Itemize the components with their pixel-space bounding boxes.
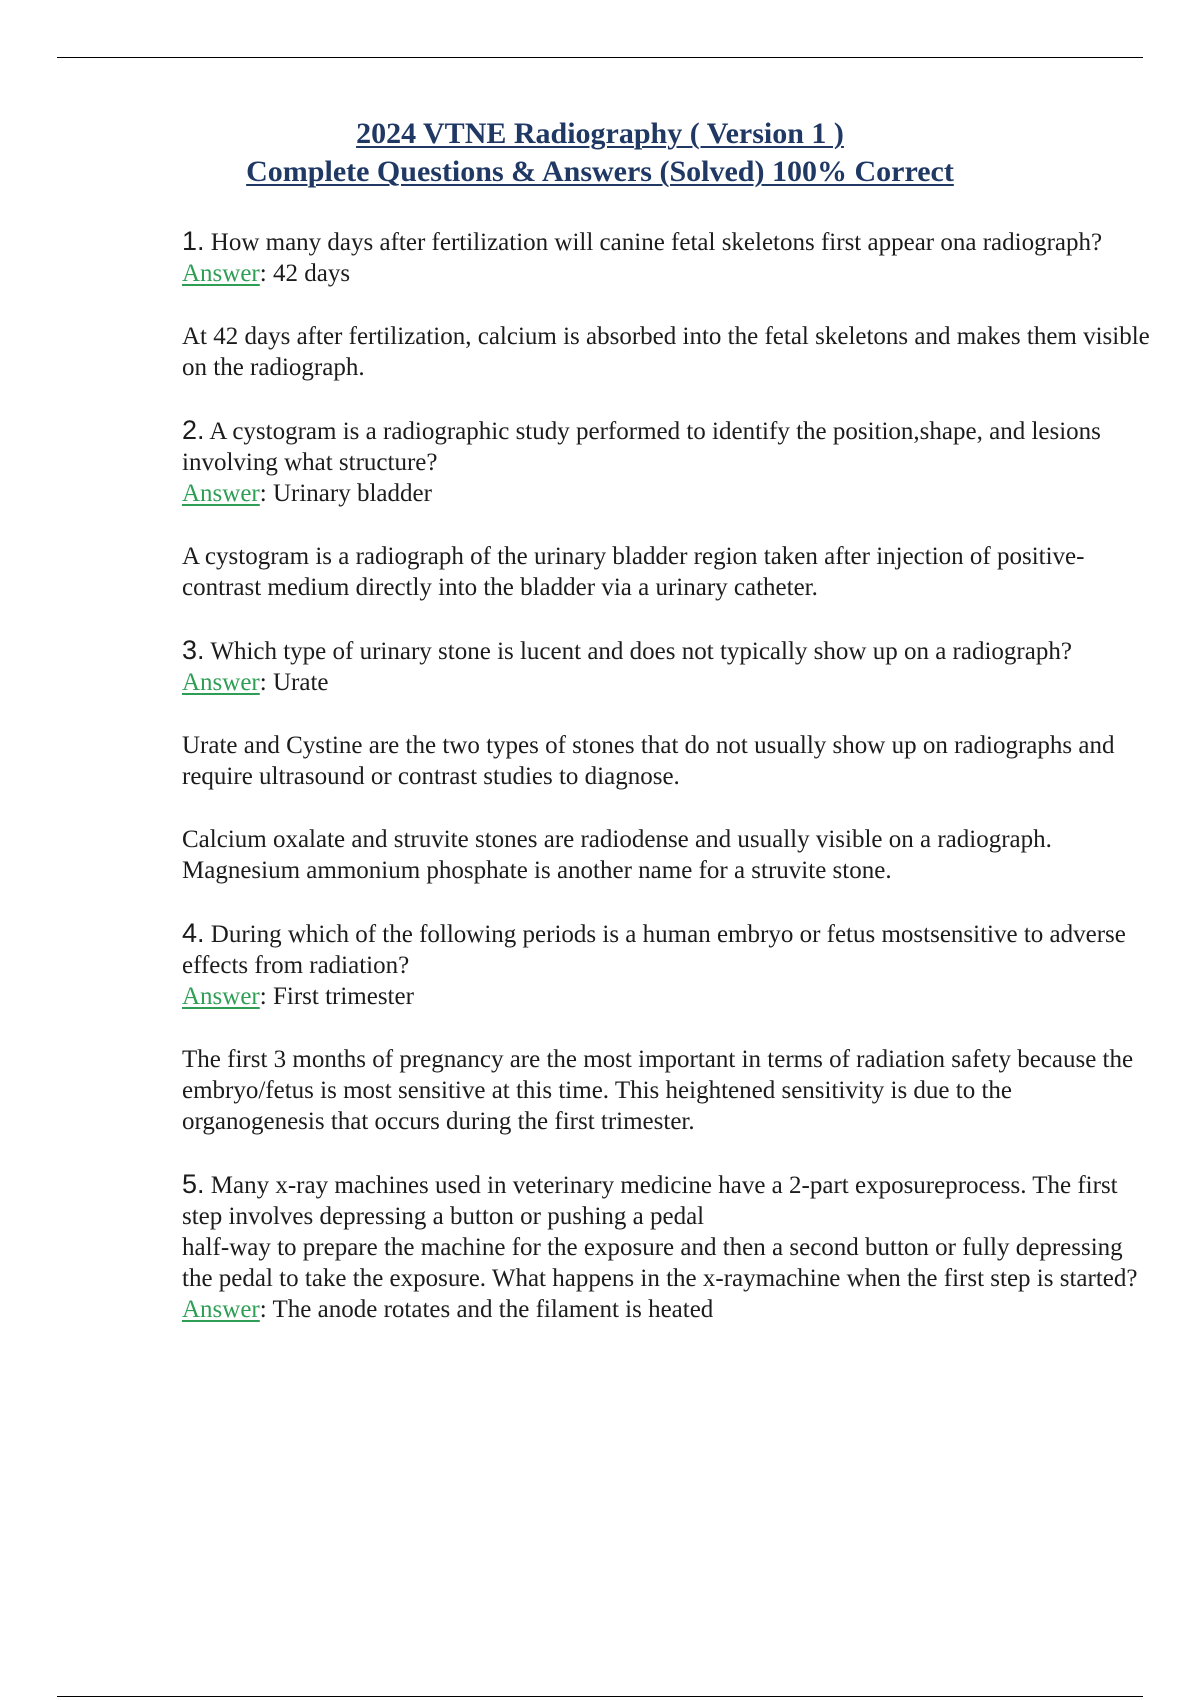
answer-label: Answer bbox=[182, 1296, 260, 1323]
question-number: 3. bbox=[182, 635, 205, 665]
question-item-1 bbox=[182, 226, 1152, 289]
question-number: 1. bbox=[182, 226, 205, 256]
question-item-2 bbox=[182, 415, 1152, 509]
question-text bbox=[182, 415, 1152, 478]
document-title bbox=[0, 115, 1200, 191]
explanation: Urate and Cystine are the two types of stones that do not usually show up on radiographs and require ultrasound or contrast studies to diagnose. bbox=[182, 732, 1115, 790]
title-line-1: 2024 VTNE Radiography ( Version 1 ) bbox=[356, 117, 844, 150]
question-body: During which of the following periods is a human embryo or fetus mostsensitive to adverse effects from radiation? bbox=[182, 921, 1126, 979]
answer-line: Answer: 42 days bbox=[182, 260, 351, 287]
answer-value: The anode rotates and the filament is heated bbox=[272, 1296, 714, 1323]
answer-value: Urate bbox=[272, 669, 329, 696]
question-text bbox=[182, 226, 1152, 258]
question-item-5 bbox=[182, 1169, 1152, 1325]
answer-value: 42 days bbox=[272, 260, 351, 287]
explanation: Calcium oxalate and struvite stones are radiodense and usually visible on a radiograph. Magnesium ammonium phosphate is another name for a struvite stone. bbox=[182, 826, 1052, 884]
question-body: A cystogram is a radiographic study performed to identify the position,shape, and lesions involving what structure? bbox=[182, 418, 1101, 476]
answer-label: Answer bbox=[182, 480, 260, 507]
question-body: Which type of urinary stone is lucent and does not typically show up on a radiograph? bbox=[210, 638, 1072, 665]
explanation: At 42 days after fertilization, calcium is absorbed into the fetal skeletons and makes them visible on the radiograph. bbox=[182, 323, 1150, 381]
top-rule bbox=[57, 57, 1143, 58]
answer-label: Answer bbox=[182, 260, 260, 287]
answer-value: First trimester bbox=[272, 983, 414, 1010]
question-text bbox=[182, 918, 1152, 981]
question-number: 5. bbox=[182, 1169, 205, 1199]
question-text bbox=[182, 1169, 1152, 1232]
question-body: How many days after fertilization will canine fetal skeletons first appear ona radiograph? bbox=[210, 229, 1103, 256]
question-number: 2. bbox=[182, 415, 205, 445]
answer-value: Urinary bladder bbox=[272, 480, 432, 507]
title-line-2: Complete Questions & Answers (Solved) 100% Correct bbox=[246, 155, 954, 188]
question-body: Many x-ray machines used in veterinary medicine have a 2-part exposureprocess. The first step involves depressing a button or pushing a pedal bbox=[182, 1172, 1118, 1230]
answer-line: Answer: The anode rotates and the filament is heated bbox=[182, 1296, 714, 1323]
answer-line: Answer: Urate bbox=[182, 669, 329, 696]
questions-list bbox=[182, 226, 1152, 1357]
explanation: The first 3 months of pregnancy are the most important in terms of radiation safety because the embryo/fetus is most sensitive at this time. This heightened sensitivity is due to the organogenesis that occurs during the first trimester. bbox=[182, 1046, 1134, 1135]
question-item-3 bbox=[182, 635, 1152, 698]
question-item-4 bbox=[182, 918, 1152, 1012]
answer-label: Answer bbox=[182, 983, 260, 1010]
answer-line: Answer: First trimester bbox=[182, 983, 414, 1010]
question-text-continued: half-way to prepare the machine for the exposure and then a second button or fully depressing the pedal to take the exposure. What happens in the x-raymachine when the first step is started? bbox=[182, 1234, 1138, 1292]
explanation: A cystogram is a radiograph of the urinary bladder region taken after injection of positive-contrast medium directly into the bladder via a urinary catheter. bbox=[182, 543, 1085, 601]
question-text bbox=[182, 635, 1152, 667]
bottom-rule bbox=[57, 1696, 1143, 1697]
answer-line: Answer: Urinary bladder bbox=[182, 480, 432, 507]
question-number: 4. bbox=[182, 918, 205, 948]
answer-label: Answer bbox=[182, 669, 260, 696]
